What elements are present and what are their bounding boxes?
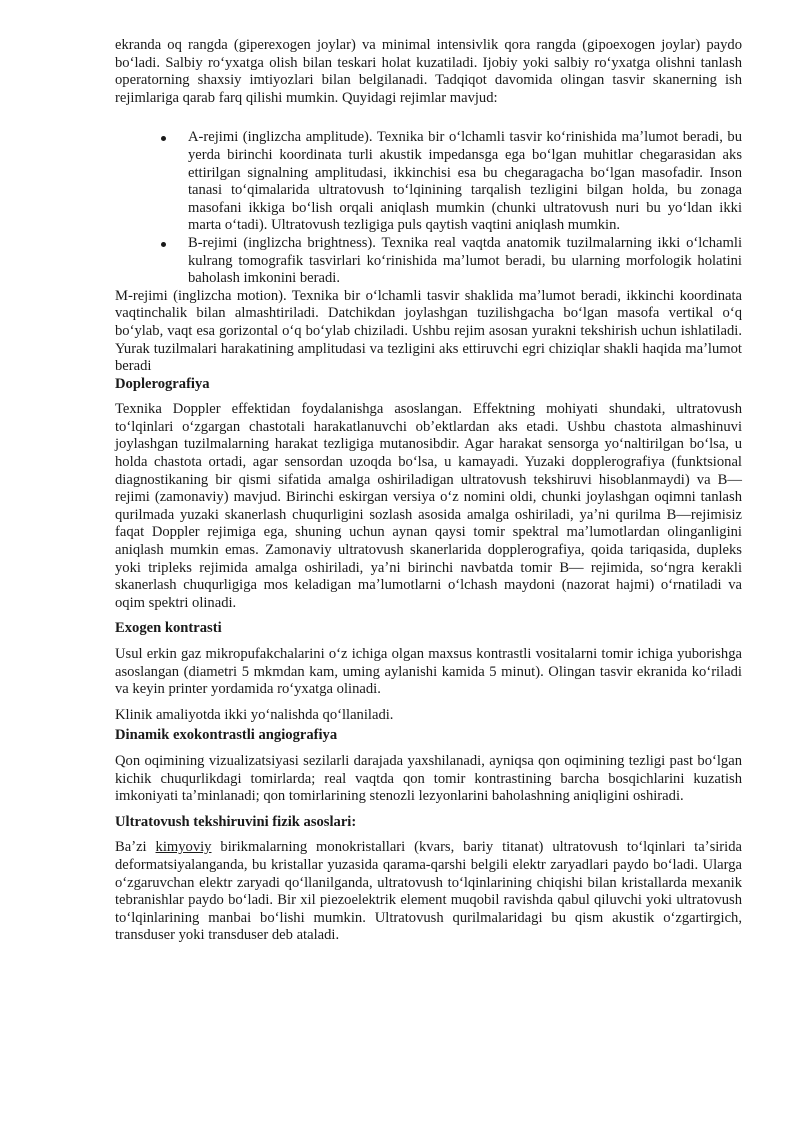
section-heading-angio: Dinamik exokontrastli angiografiya — [115, 727, 338, 744]
list-item — [188, 235, 742, 288]
kimyoviy-link[interactable]: kimyoviy — [155, 839, 212, 856]
mode-a-text: A-rejimi (inglizcha amplitude). Texnika bir oʻlchamli tasvir koʻrinishida maʼlumot beradi, bu yerda birinchi koordinata turli akustik impedansga ega boʻlgan muhitlar chegarasidan aks ettirilgan signalning amplitudasi, ikkinchisi esa bu chegaragacha boʻlgan masofadir. Inson tanasi toʻqimalarida ultratovush toʻlqinining tarqalish tezligini bilgan holda, bu zonaga masofani ikkiga boʻlish orqali aniqlash mumkin (chunki ultratovush nuri bu yoʻldan ikki marta oʻtadi). Ultratovush tezligiga puls qaytish vaqtini aniqlash mumkin. — [188, 129, 742, 234]
physics-text-end: birikmalarning monokristallari (kvars, bariy titanat) ultratovush toʻlqinlari taʼsirida deformatsiyalanganda, bu kristallar yuzasida qarama-qarshi belgili elektr zaryadlari paydo boʻladi. Ularga oʻzgaruvchan elektr zaryadi qoʻllanilganda, ultratovush toʻlqinlarining chiqishi bilan kristallarda mexanik tebranishlar paydo boʻladi. Bir xil piezoelektrik element muqobil ravishda qabul qiluvchi yoki ultratovush toʻlqinlarining manbai boʻlishi mumkin. Ultratovush qurilmalaridagi bu qism akustik oʻzgartirgich, transduser yoki transduser deb ataladi. — [115, 839, 742, 944]
section-heading-doppler: Doplerografiya — [115, 375, 210, 392]
exogen-paragraph-2: Klinik amaliyotda ikki yoʻnalishda qoʻllaniladi. — [115, 706, 394, 723]
mode-b-text: B-rejimi (inglizcha brightness). Texnika real vaqtda anatomik tuzilmalarning ikki oʻlchamli kulrang tomografik tasvirlari koʻrinishida maʼlumot beradi, bu ularning morfologik holatini baholash imkonini beradi. — [188, 234, 742, 287]
document-page — [115, 37, 742, 945]
bullet-icon — [161, 242, 166, 247]
section-heading-exogen: Exogen kontrasti — [115, 620, 222, 637]
exogen-paragraph: Usul erkin gaz mikropufakchalarini oʻz ichiga olgan maxsus kontrastli vositalarni tomir ichiga yuborishga asoslangan (diametri 5 mkmdan kam, uming aylanishi kamida 5 minut). Olingan tasvir ekranida koʻriladi va keyin printer yordamida roʻyxatga olinadi. — [115, 646, 742, 698]
angio-paragraph: Qon oqimining vizualizatsiyasi sezilarli darajada yaxshilanadi, ayniqsa qon oqimining tezligi past boʻlgan kichik chuqurlikdagi tomirlarda; real vaqtda qon tomir kontrastining barcha bosqichlarini kuzatish imkoniyati taʼminlanadi; qon tomirlarining stenozli lezyonlarini baholashning aniqligini oshiradi. — [115, 752, 742, 805]
section-heading-physics: Ultratovush tekshiruvini fizik asoslari: — [115, 813, 357, 830]
physics-paragraph — [115, 839, 742, 945]
doppler-paragraph: Texnika Doppler effektidan foydalanishga asoslangan. Effektning mohiyati shundaki, ultratovush toʻlqinlari oʻzgargan chastotali harakatlanuvchi obʼektlardan aks etadi. Ushbu chastota almashinuvi joylashgan tuzilmalarning harakat tezligiga mutanosibdir. Agar harakat sensorga yoʻnaltirilgan boʻlsa, u holda chastota ortadi, agar sensordan uzoqda boʻlsa, u kamayadi. Yuzaki dopplerografiya (funktsional diagnostikaning bir qismi sifatida amalga oshiriladigan ultratovush tekshiruvi hisoblanmaydi) va B—rejimi (zamonaviy) mavjud. Birinchi eskirgan versiya oʻz nomini oldi, chunki joylashgan oqimni tanlash qurilmada yuzaki skanerlash chuqurligini sozlash asosida amalga oshiriladi, yaʼni qurilma B—rejimisiz faqat Doppler rejimiga ega, shuning uchun aynan qaysi tomir spektral maʼlumotlardan olinganligini aniqlash mumkin emas. Zamonaviy ultratovush skanerlarida dopplerografiya, qoida tariqasida, dupleks yoki tripleks rejimida amalga oshiriladi, yaʼni birinchi navbatda tomir B— rejimida, soʻngra kerakli skanerlash chuqurligiga mos keladigan maʼlumotlarni oʻlchash maydoni (nazorat hajmi) oʻrnatiladi va oqim spektri olinadi. — [115, 401, 742, 611]
m-mode-paragraph: M-rejimi (inglizcha motion). Texnika bir oʻlchamli tasvir shaklida maʼlumot beradi, ikkinchi koordinata vaqtinchalik bilan almashtiriladi. Datchikdan joylashgan tuzilishgacha boʻlgan masofa vertikal oʻq boʻylab, vaqt esa gorizontal oʻq boʻylab chiziladi. Ushbu rejim asosan yurakni tekshirish uchun ishlatiladi. Yurak tuzilmalari harakatining amplitudasi va tezligini aks ettiruvchi egri chiziqlar shakli haqida maʼlumot beradi — [115, 287, 742, 375]
modes-list — [115, 129, 742, 287]
physics-text-start: Baʼzi — [115, 839, 156, 856]
bullet-icon — [161, 136, 166, 141]
list-item — [188, 129, 742, 235]
intro-paragraph: ekranda oq rangda (giperexogen joylar) va minimal intensivlik qora rangda (gipoexogen joylar) paydo boʻladi. Salbiy roʻyxatga olish bilan teskari holat kuzatiladi. Ijobiy yoki salbiy roʻyxatga olishni tanlash operatorning shaxsiy imtiyozlari bilan belgilanadi. Tadqiqot davomida olingan tasvir skanerning ish rejimlariga qarab farq qilishi mumkin. Quyidagi rejimlar mavjud: — [115, 37, 742, 106]
